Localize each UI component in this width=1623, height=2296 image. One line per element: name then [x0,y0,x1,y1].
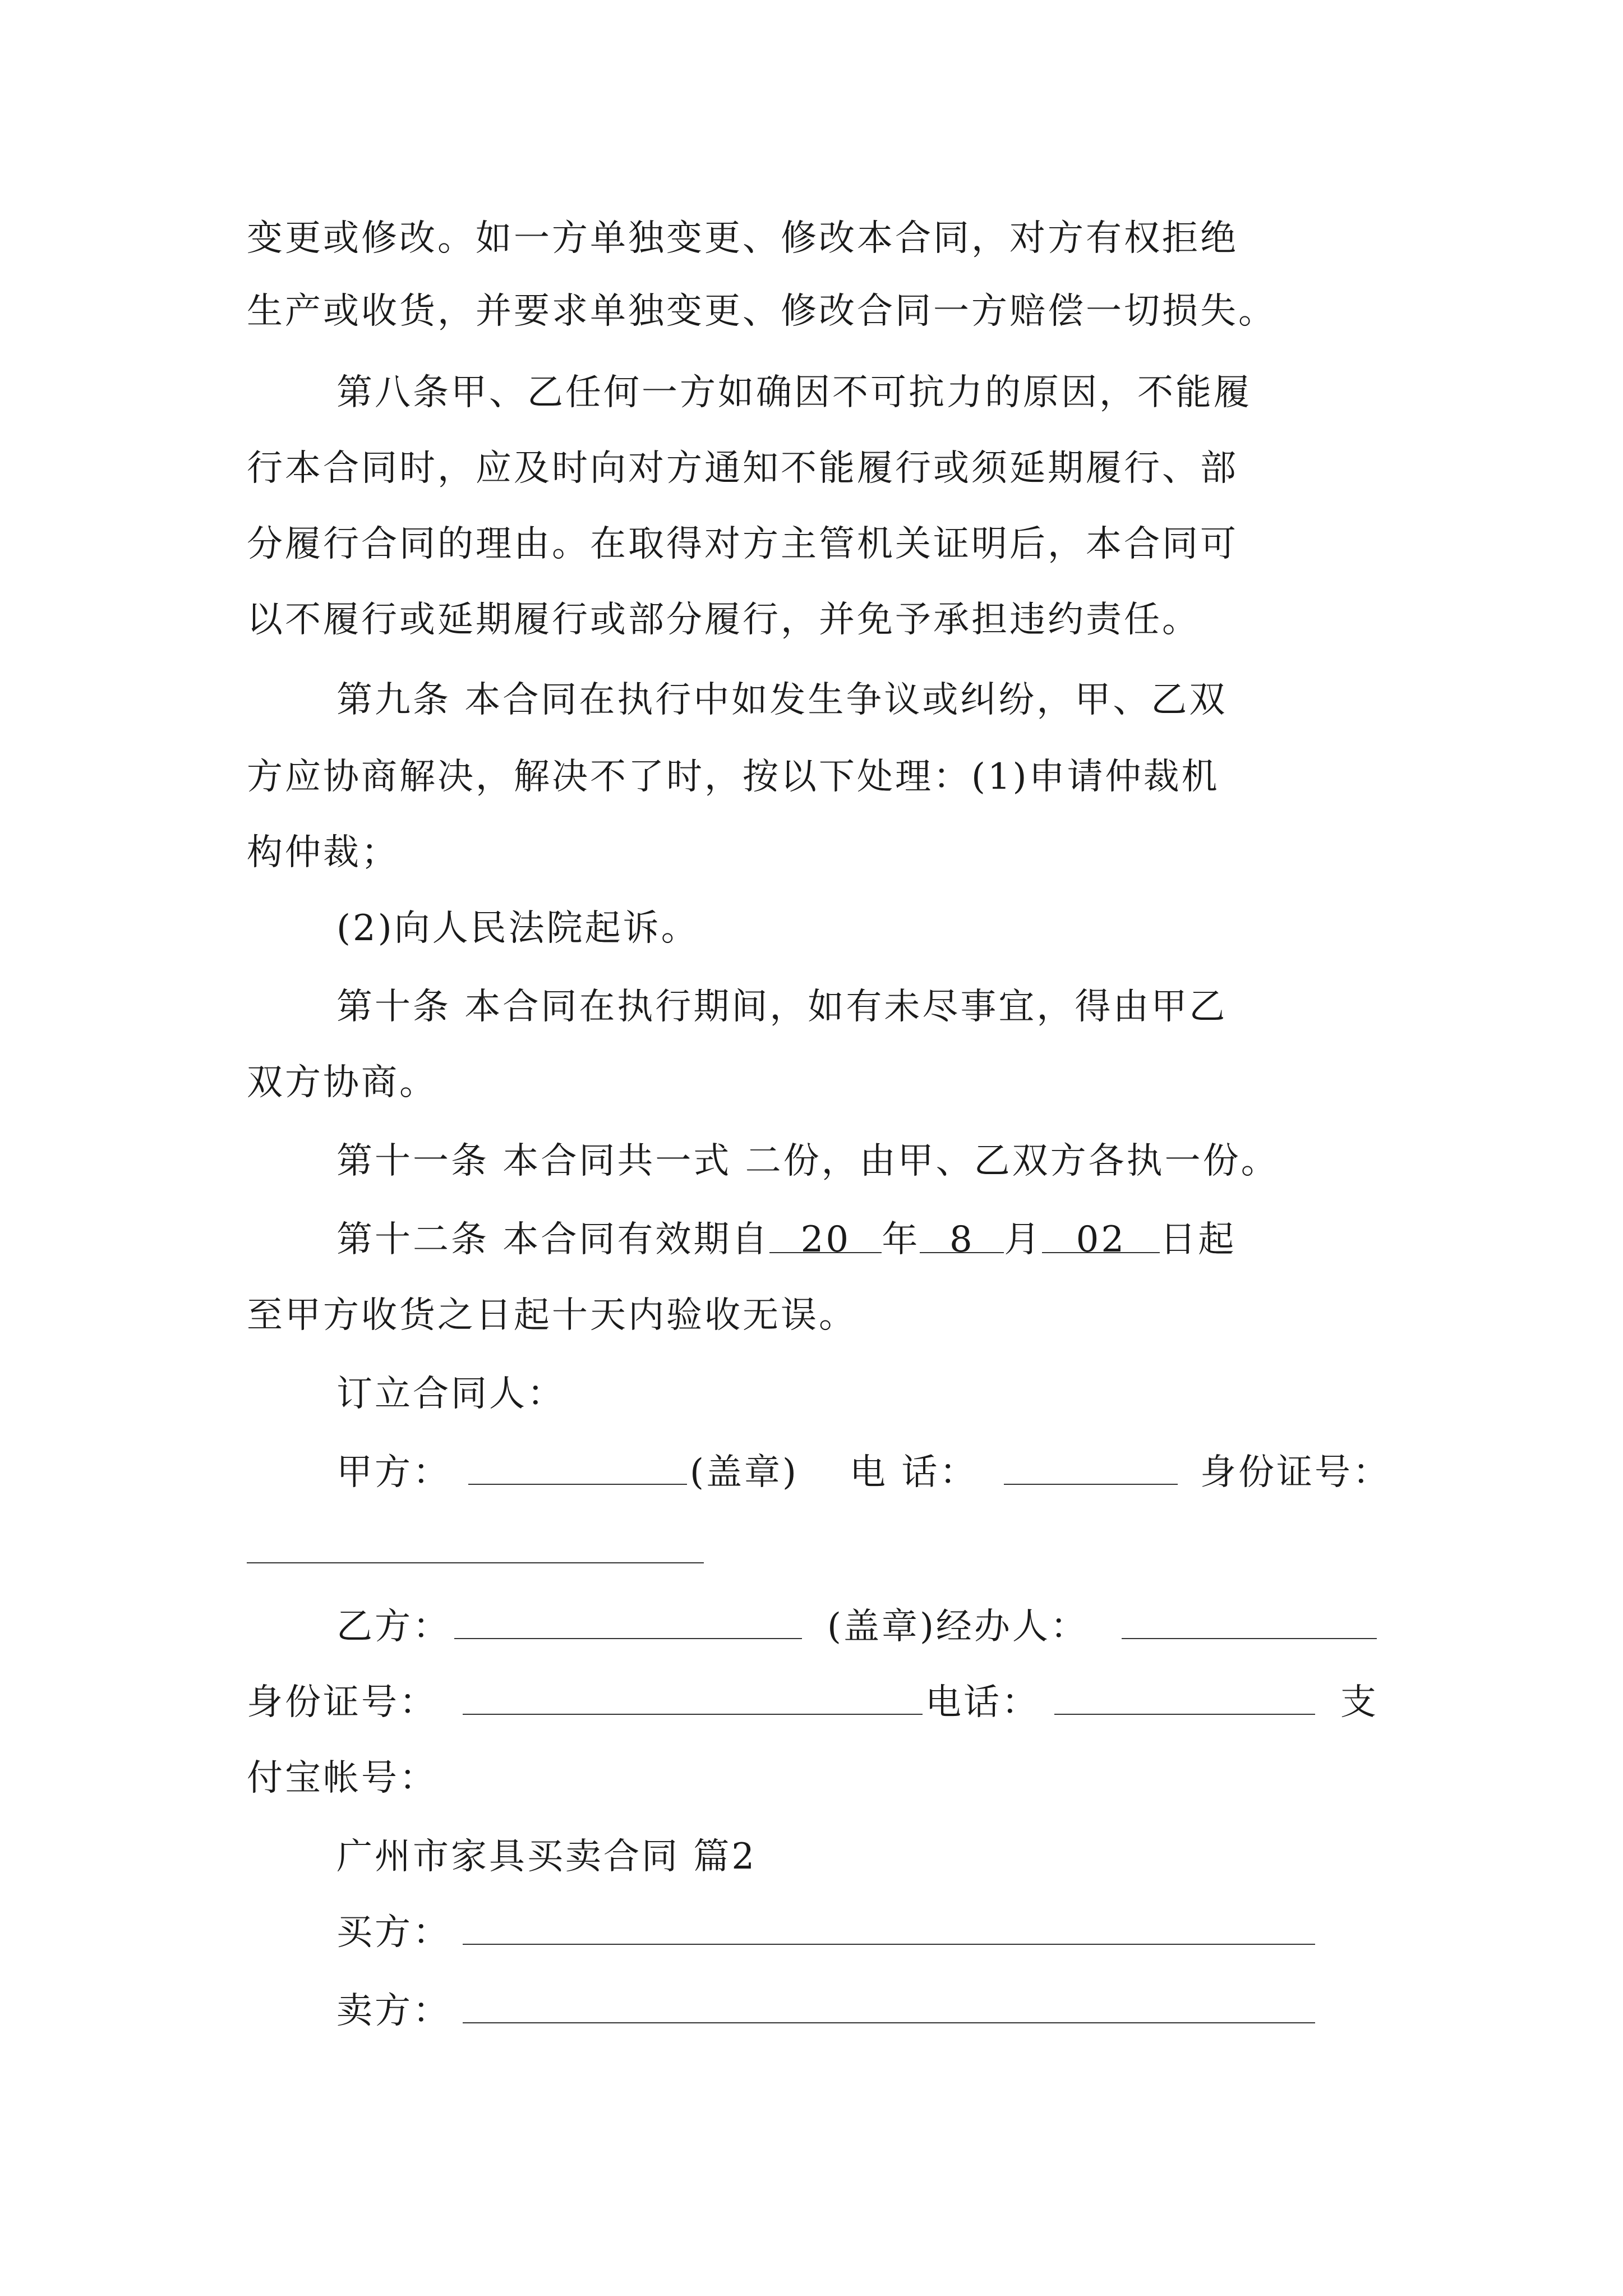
seller-label: 卖方： [336,1990,451,2032]
text-line: 变更或修改。如一方单独变更、修改本合同，对方有权拒绝 [247,218,1238,259]
party-a-name-field [468,1484,687,1485]
text-line: 分履行合同的理由。在取得对方主管机关证明后，本合同可 [247,523,1238,565]
buyer-field [463,1944,1315,1945]
party-b-phone-field [1054,1714,1315,1715]
text-line: 第八条甲、乙任何一方如确因不可抗力的原因，不能履 [336,372,1252,413]
month-field: 8 [920,1217,1004,1253]
seller-field [463,2022,1315,2023]
party-b-alipay-prefix: 支 [1340,1682,1378,1723]
text-line: 双方协商。 [247,1062,437,1103]
day-field: 02 [1042,1217,1160,1253]
year-field: 20 [769,1217,882,1253]
text-line: 生产或收货，并要求单独变更、修改合同一方赔偿一切损失。 [247,291,1276,332]
party-b-seal-agent: (盖章)经办人： [827,1606,1089,1648]
party-a-seal: (盖章) [690,1452,799,1493]
party-b-id-label: 身份证号： [247,1682,437,1723]
text-line: 方应协商解决，解决不了时，按以下处理：(1)申请仲裁机 [247,756,1220,798]
text-line: 第九条 本合同在执行中如发生争议或纠纷，甲、乙双 [336,679,1228,721]
text-line: (2)向人民法院起诉。 [336,908,699,949]
text-line: 至甲方收货之日起十天内验收无误。 [247,1295,857,1336]
party-b-phone-label: 电话： [925,1682,1040,1723]
validity-prefix: 第十二条 本合同有效期自 [336,1219,770,1260]
buyer-label: 买方： [336,1912,451,1953]
party-a-id-field [247,1562,704,1563]
text-line: 第十一条 本合同共一式 二份，由甲、乙双方各执一份。 [336,1140,1279,1182]
party-b-id-field [463,1714,923,1715]
party-b-alipay-label: 付宝帐号： [247,1757,437,1799]
day-suffix: 日起 [1160,1219,1237,1260]
section-title: 广州市家具买卖合同 篇2 [336,1836,757,1878]
party-b-agent-field [1122,1638,1377,1639]
party-b-label: 乙方： [336,1606,451,1648]
text-line: 第十条 本合同在执行期间，如有未尽事宜，得由甲乙 [336,986,1228,1028]
text-line: 构仲裁； [247,832,399,873]
party-a-label: 甲方： [336,1452,451,1493]
text-line: 以不履行或延期履行或部分履行，并免予承担违约责任。 [247,599,1200,641]
validity-clause [336,1217,1236,1262]
party-a-phone-field [1004,1484,1178,1485]
party-a-phone-label: 电 话： [850,1452,978,1493]
party-b-name-field [454,1638,802,1639]
month-suffix: 月 [1004,1219,1043,1260]
signers-heading: 订立合同人： [336,1373,565,1415]
year-suffix: 年 [882,1219,920,1260]
party-a-id-label: 身份证号： [1200,1452,1391,1493]
text-line: 行本合同时，应及时向对方通知不能履行或须延期履行、部 [247,448,1238,489]
